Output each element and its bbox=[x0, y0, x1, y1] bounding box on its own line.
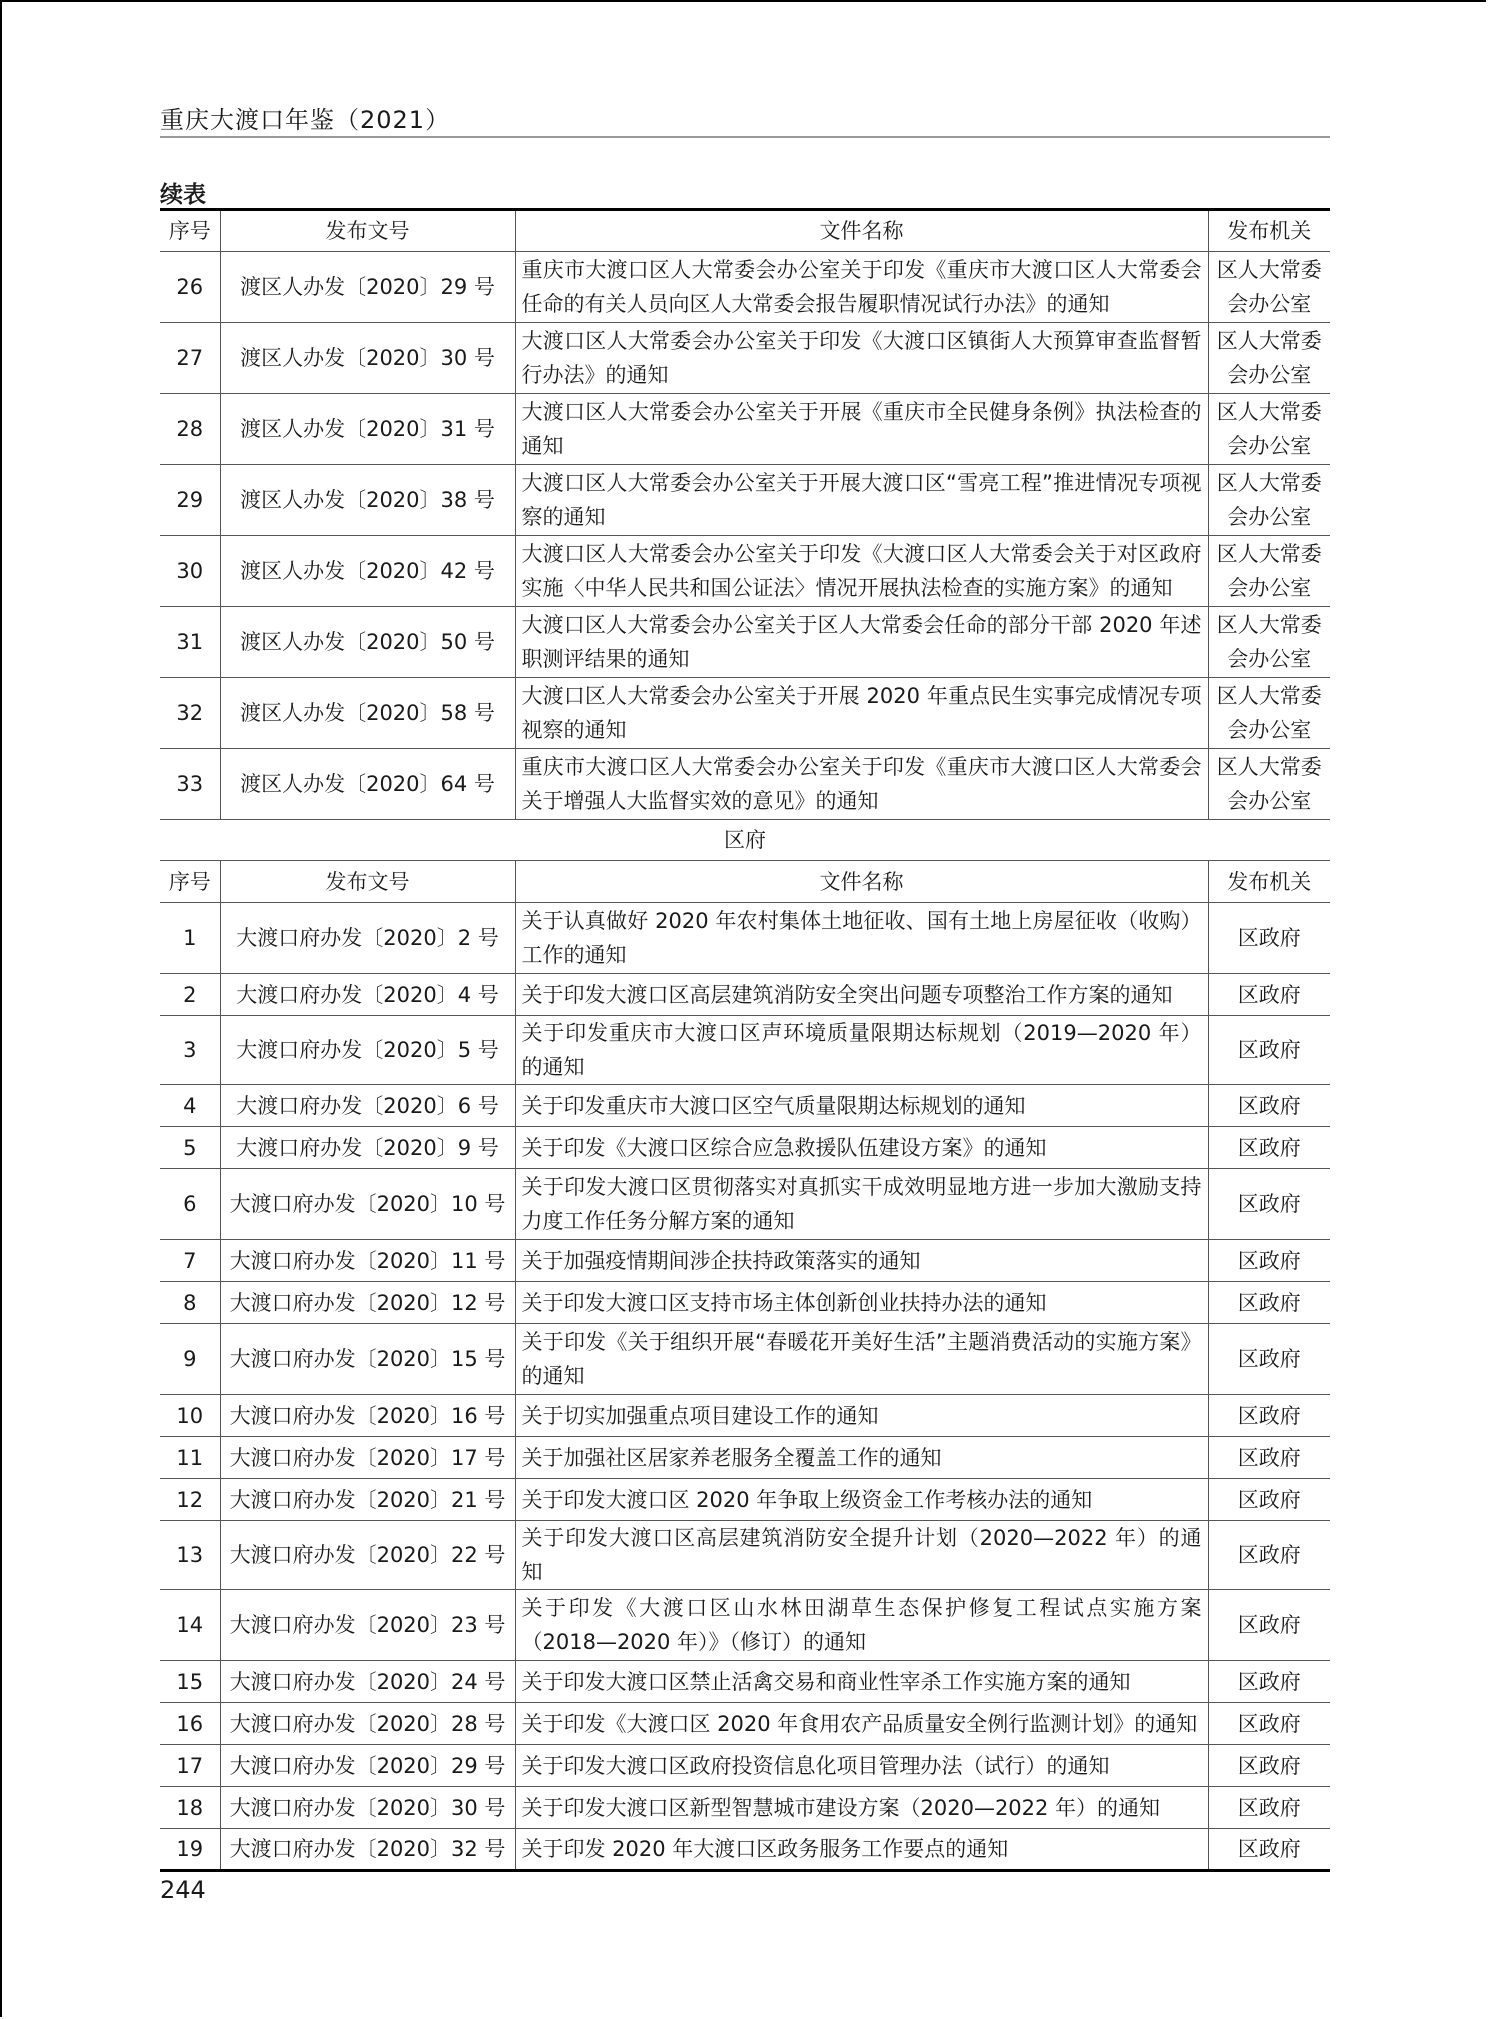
table-row bbox=[160, 1016, 1330, 1085]
table-header-row bbox=[160, 210, 1330, 252]
row-issuer: 区政府 bbox=[1208, 1437, 1330, 1479]
row-doc-number: 渡区人办发〔2020〕38 号 bbox=[220, 465, 515, 536]
column-header-no: 序号 bbox=[160, 210, 220, 252]
row-doc-number: 渡区人办发〔2020〕64 号 bbox=[220, 749, 515, 820]
row-doc-number: 大渡口府办发〔2020〕6 号 bbox=[220, 1085, 515, 1127]
table-row bbox=[160, 1479, 1330, 1521]
row-issuer: 区政府 bbox=[1208, 1829, 1330, 1871]
row-no: 11 bbox=[160, 1437, 220, 1479]
table-row bbox=[160, 1282, 1330, 1324]
row-issuer: 区政府 bbox=[1208, 1661, 1330, 1703]
continuation-label: 续表 bbox=[160, 182, 206, 208]
table-row bbox=[160, 1169, 1330, 1240]
row-doc-number: 大渡口府办发〔2020〕16 号 bbox=[220, 1395, 515, 1437]
table-row bbox=[160, 1240, 1330, 1282]
row-doc-name: 大渡口区人大常委会办公室关于印发《大渡口区镇街人大预算审查监督暂行办法》的通知 bbox=[515, 323, 1208, 394]
row-doc-number: 渡区人办发〔2020〕29 号 bbox=[220, 252, 515, 323]
row-doc-name: 关于印发大渡口区支持市场主体创新创业扶持办法的通知 bbox=[515, 1282, 1208, 1324]
row-no: 28 bbox=[160, 394, 220, 465]
column-header-org: 发布机关 bbox=[1208, 861, 1330, 903]
row-no: 30 bbox=[160, 536, 220, 607]
column-header-no: 序号 bbox=[160, 861, 220, 903]
table-row bbox=[160, 1437, 1330, 1479]
row-no: 32 bbox=[160, 678, 220, 749]
row-issuer: 区政府 bbox=[1208, 1324, 1330, 1395]
column-header-name: 文件名称 bbox=[515, 210, 1208, 252]
row-issuer: 区人大常委会办公室 bbox=[1208, 252, 1330, 323]
table-row bbox=[160, 1395, 1330, 1437]
table-row bbox=[160, 252, 1330, 323]
table-header-row bbox=[160, 861, 1330, 903]
row-issuer: 区人大常委会办公室 bbox=[1208, 678, 1330, 749]
row-no: 29 bbox=[160, 465, 220, 536]
row-doc-number: 渡区人办发〔2020〕58 号 bbox=[220, 678, 515, 749]
row-issuer: 区政府 bbox=[1208, 1479, 1330, 1521]
table-row bbox=[160, 749, 1330, 820]
row-issuer: 区政府 bbox=[1208, 1787, 1330, 1829]
row-no: 15 bbox=[160, 1661, 220, 1703]
row-doc-number: 大渡口府办发〔2020〕30 号 bbox=[220, 1787, 515, 1829]
row-issuer: 区人大常委会办公室 bbox=[1208, 323, 1330, 394]
row-doc-number: 大渡口府办发〔2020〕24 号 bbox=[220, 1661, 515, 1703]
table-row bbox=[160, 1703, 1330, 1745]
table-row bbox=[160, 323, 1330, 394]
row-doc-name: 关于印发《大渡口区综合应急救援队伍建设方案》的通知 bbox=[515, 1127, 1208, 1169]
row-no: 12 bbox=[160, 1479, 220, 1521]
row-doc-name: 关于切实加强重点项目建设工作的通知 bbox=[515, 1395, 1208, 1437]
row-no: 3 bbox=[160, 1016, 220, 1085]
row-doc-number: 大渡口府办发〔2020〕5 号 bbox=[220, 1016, 515, 1085]
row-issuer: 区政府 bbox=[1208, 1590, 1330, 1661]
row-no: 19 bbox=[160, 1829, 220, 1871]
row-doc-number: 大渡口府办发〔2020〕32 号 bbox=[220, 1829, 515, 1871]
row-no: 16 bbox=[160, 1703, 220, 1745]
row-no: 14 bbox=[160, 1590, 220, 1661]
row-doc-name: 关于印发大渡口区 2020 年争取上级资金工作考核办法的通知 bbox=[515, 1479, 1208, 1521]
row-issuer: 区政府 bbox=[1208, 1521, 1330, 1590]
column-header-name: 文件名称 bbox=[515, 861, 1208, 903]
row-no: 1 bbox=[160, 903, 220, 974]
table-row bbox=[160, 1787, 1330, 1829]
documents-table bbox=[160, 208, 1330, 1872]
row-no: 6 bbox=[160, 1169, 220, 1240]
row-doc-name: 重庆市大渡口区人大常委会办公室关于印发《重庆市大渡口区人大常委会关于增强人大监督实效的意见》的通知 bbox=[515, 749, 1208, 820]
row-no: 17 bbox=[160, 1745, 220, 1787]
row-doc-number: 渡区人办发〔2020〕42 号 bbox=[220, 536, 515, 607]
table-row bbox=[160, 678, 1330, 749]
table-row bbox=[160, 1324, 1330, 1395]
table-row bbox=[160, 1829, 1330, 1871]
header-rule bbox=[160, 136, 1330, 138]
table-row bbox=[160, 1085, 1330, 1127]
row-doc-name: 关于印发《关于组织开展“春暖花开美好生活”主题消费活动的实施方案》的通知 bbox=[515, 1324, 1208, 1395]
table-row bbox=[160, 1521, 1330, 1590]
column-header-org: 发布机关 bbox=[1208, 210, 1330, 252]
row-no: 8 bbox=[160, 1282, 220, 1324]
table-row bbox=[160, 1745, 1330, 1787]
row-issuer: 区人大常委会办公室 bbox=[1208, 749, 1330, 820]
table-row bbox=[160, 1127, 1330, 1169]
row-issuer: 区政府 bbox=[1208, 1016, 1330, 1085]
page-number: 244 bbox=[160, 1876, 206, 1904]
row-issuer: 区人大常委会办公室 bbox=[1208, 465, 1330, 536]
row-doc-number: 大渡口府办发〔2020〕12 号 bbox=[220, 1282, 515, 1324]
row-doc-number: 大渡口府办发〔2020〕15 号 bbox=[220, 1324, 515, 1395]
row-issuer: 区政府 bbox=[1208, 1240, 1330, 1282]
row-doc-number: 大渡口府办发〔2020〕10 号 bbox=[220, 1169, 515, 1240]
row-doc-name: 大渡口区人大常委会办公室关于区人大常委会任命的部分干部 2020 年述职测评结果的通知 bbox=[515, 607, 1208, 678]
row-no: 2 bbox=[160, 974, 220, 1016]
row-doc-number: 大渡口府办发〔2020〕21 号 bbox=[220, 1479, 515, 1521]
row-no: 10 bbox=[160, 1395, 220, 1437]
column-header-number: 发布文号 bbox=[220, 210, 515, 252]
section-title: 区府 bbox=[160, 820, 1330, 861]
row-doc-name: 大渡口区人大常委会办公室关于印发《大渡口区人大常委会关于对区政府实施〈中华人民共和国公证法〉情况开展执法检查的实施方案》的通知 bbox=[515, 536, 1208, 607]
row-issuer: 区人大常委会办公室 bbox=[1208, 536, 1330, 607]
column-header-number: 发布文号 bbox=[220, 861, 515, 903]
row-no: 26 bbox=[160, 252, 220, 323]
row-no: 5 bbox=[160, 1127, 220, 1169]
row-doc-number: 大渡口府办发〔2020〕2 号 bbox=[220, 903, 515, 974]
row-doc-name: 关于认真做好 2020 年农村集体土地征收、国有土地上房屋征收（收购）工作的通知 bbox=[515, 903, 1208, 974]
table-row bbox=[160, 536, 1330, 607]
table-row bbox=[160, 903, 1330, 974]
row-issuer: 区人大常委会办公室 bbox=[1208, 394, 1330, 465]
row-issuer: 区政府 bbox=[1208, 903, 1330, 974]
row-no: 18 bbox=[160, 1787, 220, 1829]
row-doc-name: 关于印发《大渡口区 2020 年食用农产品质量安全例行监测计划》的通知 bbox=[515, 1703, 1208, 1745]
table-row bbox=[160, 1590, 1330, 1661]
row-no: 31 bbox=[160, 607, 220, 678]
row-issuer: 区政府 bbox=[1208, 1745, 1330, 1787]
row-doc-number: 大渡口府办发〔2020〕9 号 bbox=[220, 1127, 515, 1169]
row-doc-name: 关于印发大渡口区贯彻落实对真抓实干成效明显地方进一步加大激励支持力度工作任务分解方案的通知 bbox=[515, 1169, 1208, 1240]
row-doc-name: 关于印发《大渡口区山水林田湖草生态保护修复工程试点实施方案（2018—2020 年）》（修订）的通知 bbox=[515, 1590, 1208, 1661]
table-row bbox=[160, 1661, 1330, 1703]
row-no: 4 bbox=[160, 1085, 220, 1127]
row-doc-number: 大渡口府办发〔2020〕29 号 bbox=[220, 1745, 515, 1787]
documents-table-body bbox=[160, 210, 1330, 1871]
row-doc-number: 大渡口府办发〔2020〕22 号 bbox=[220, 1521, 515, 1590]
row-issuer: 区政府 bbox=[1208, 974, 1330, 1016]
row-issuer: 区政府 bbox=[1208, 1127, 1330, 1169]
row-no: 7 bbox=[160, 1240, 220, 1282]
row-doc-name: 重庆市大渡口区人大常委会办公室关于印发《重庆市大渡口区人大常委会任命的有关人员向区人大常委会报告履职情况试行办法》的通知 bbox=[515, 252, 1208, 323]
row-doc-name: 关于印发 2020 年大渡口区政务服务工作要点的通知 bbox=[515, 1829, 1208, 1871]
row-doc-number: 大渡口府办发〔2020〕28 号 bbox=[220, 1703, 515, 1745]
row-doc-name: 大渡口区人大常委会办公室关于开展大渡口区“雪亮工程”推进情况专项视察的通知 bbox=[515, 465, 1208, 536]
row-doc-number: 大渡口府办发〔2020〕23 号 bbox=[220, 1590, 515, 1661]
row-issuer: 区政府 bbox=[1208, 1282, 1330, 1324]
row-doc-name: 关于印发大渡口区政府投资信息化项目管理办法（试行）的通知 bbox=[515, 1745, 1208, 1787]
row-doc-number: 渡区人办发〔2020〕50 号 bbox=[220, 607, 515, 678]
row-doc-number: 渡区人办发〔2020〕30 号 bbox=[220, 323, 515, 394]
row-doc-number: 渡区人办发〔2020〕31 号 bbox=[220, 394, 515, 465]
table-row bbox=[160, 974, 1330, 1016]
table-row bbox=[160, 607, 1330, 678]
row-no: 27 bbox=[160, 323, 220, 394]
section-title-row bbox=[160, 820, 1330, 861]
row-doc-name: 关于印发大渡口区禁止活禽交易和商业性宰杀工作实施方案的通知 bbox=[515, 1661, 1208, 1703]
row-doc-name: 大渡口区人大常委会办公室关于开展 2020 年重点民生实事完成情况专项视察的通知 bbox=[515, 678, 1208, 749]
row-doc-name: 大渡口区人大常委会办公室关于开展《重庆市全民健身条例》执法检查的通知 bbox=[515, 394, 1208, 465]
row-issuer: 区政府 bbox=[1208, 1703, 1330, 1745]
running-title: 重庆大渡口年鉴（2021） bbox=[160, 106, 451, 134]
row-doc-number: 大渡口府办发〔2020〕17 号 bbox=[220, 1437, 515, 1479]
row-doc-name: 关于加强社区居家养老服务全覆盖工作的通知 bbox=[515, 1437, 1208, 1479]
row-issuer: 区政府 bbox=[1208, 1395, 1330, 1437]
row-doc-name: 关于印发大渡口区新型智慧城市建设方案（2020—2022 年）的通知 bbox=[515, 1787, 1208, 1829]
table-row bbox=[160, 394, 1330, 465]
row-doc-name: 关于加强疫情期间涉企扶持政策落实的通知 bbox=[515, 1240, 1208, 1282]
row-doc-name: 关于印发重庆市大渡口区声环境质量限期达标规划（2019—2020 年）的通知 bbox=[515, 1016, 1208, 1085]
row-doc-number: 大渡口府办发〔2020〕4 号 bbox=[220, 974, 515, 1016]
row-doc-number: 大渡口府办发〔2020〕11 号 bbox=[220, 1240, 515, 1282]
row-doc-name: 关于印发大渡口区高层建筑消防安全突出问题专项整治工作方案的通知 bbox=[515, 974, 1208, 1016]
row-issuer: 区人大常委会办公室 bbox=[1208, 607, 1330, 678]
row-no: 13 bbox=[160, 1521, 220, 1590]
row-no: 9 bbox=[160, 1324, 220, 1395]
row-issuer: 区政府 bbox=[1208, 1085, 1330, 1127]
row-no: 33 bbox=[160, 749, 220, 820]
row-doc-name: 关于印发重庆市大渡口区空气质量限期达标规划的通知 bbox=[515, 1085, 1208, 1127]
row-doc-name: 关于印发大渡口区高层建筑消防安全提升计划（2020—2022 年）的通知 bbox=[515, 1521, 1208, 1590]
row-issuer: 区政府 bbox=[1208, 1169, 1330, 1240]
table-row bbox=[160, 465, 1330, 536]
